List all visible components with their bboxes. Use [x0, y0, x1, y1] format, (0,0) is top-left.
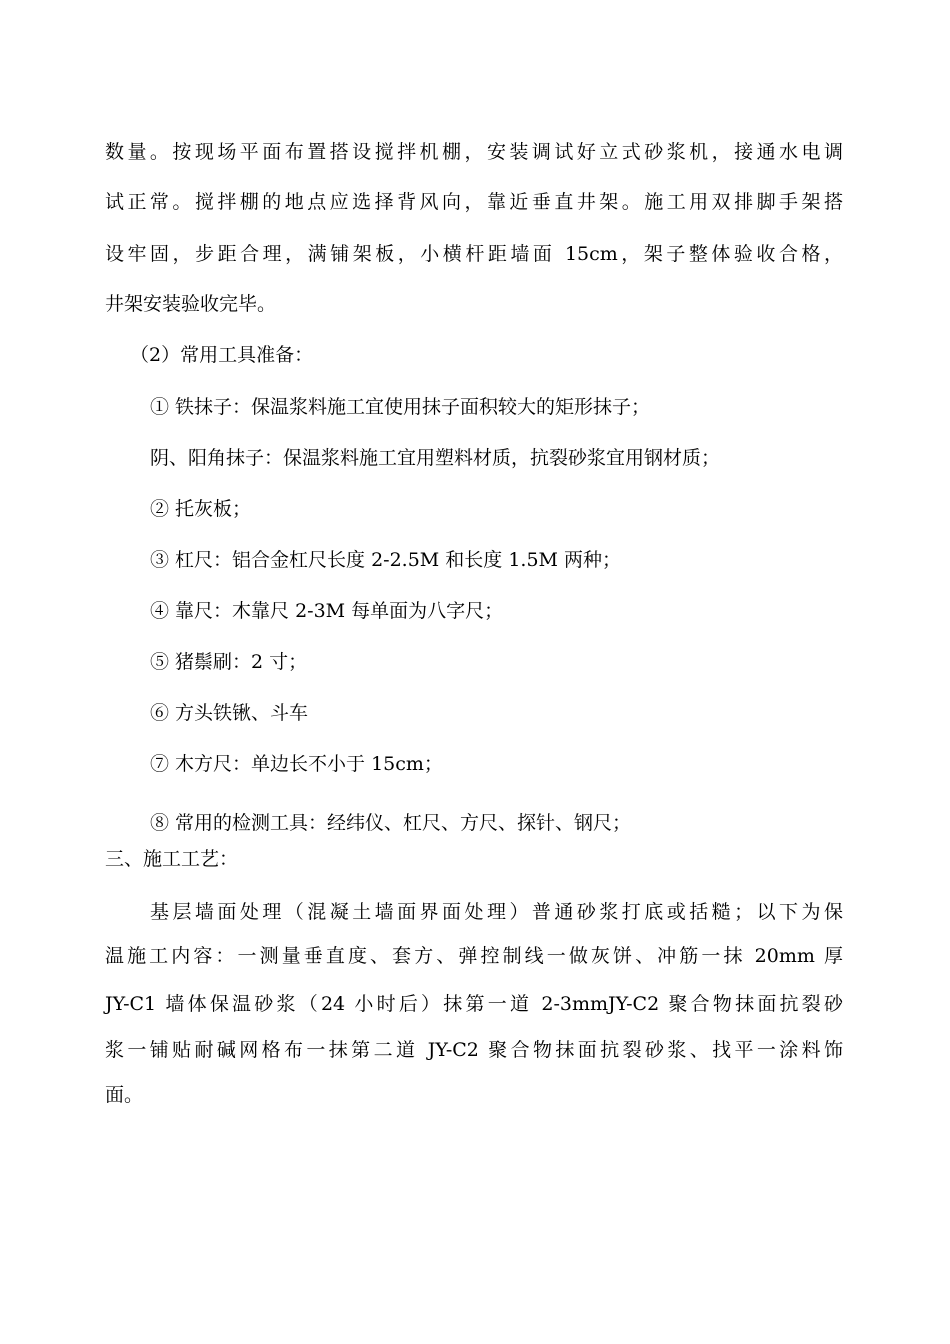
section-heading: 三、施工工艺：: [105, 848, 239, 870]
tool-item: ③ 杠尺：铝合金杠尺长度 2-2.5M 和长度 1.5M 两种；: [150, 549, 622, 571]
tool-item: ⑦ 木方尺：单边长不小于 15cm；: [150, 753, 443, 775]
paragraph-line: 试正常。搅拌棚的地点应选择背风向，靠近垂直井架。施工用双排脚手架搭: [105, 191, 843, 213]
tool-item: ⑥ 方头铁锹、斗车: [150, 702, 309, 724]
tool-item: ⑤ 猪鬃刷：2 寸；: [150, 651, 308, 673]
paragraph-line: 井架安装验收完毕。: [105, 293, 277, 315]
paragraph-line: 面。: [105, 1084, 144, 1106]
paragraph-line: 设牢固，步距合理，满铺架板，小横杆距墙面 15cm，架子整体验收合格，: [105, 243, 843, 265]
tool-item: ④ 靠尺：木靠尺 2-3M 每单面为八字尺；: [150, 600, 504, 622]
tool-item: ① 铁抹子：保温浆料施工宜使用抹子面积较大的矩形抹子；: [150, 396, 651, 418]
tool-item: ② 托灰板；: [150, 498, 252, 520]
paragraph-line: 数量。按现场平面布置搭设搅拌机棚，安装调试好立式砂浆机，接通水电调: [105, 141, 843, 163]
tool-item: ⑧ 常用的检测工具：经纬仪、杠尺、方尺、探针、钢尺；: [150, 812, 632, 834]
paragraph-line: 基层墙面处理（混凝土墙面界面处理）普通砂浆打底或括糙；以下为保: [150, 901, 843, 923]
tools-heading: （2）常用工具准备：: [130, 344, 314, 366]
paragraph-line: 浆一铺贴耐碱网格布一抹第二道 JY-C2 聚合物抹面抗裂砂浆、找平一涂料饰: [105, 1039, 843, 1061]
tool-item: 阴、阳角抹子：保温浆料施工宜用塑料材质，抗裂砂浆宜用钢材质；: [150, 447, 721, 469]
paragraph-line: JY-C1 墙体保温砂浆（24 小时后）抹第一道 2-3mmJY-C2 聚合物抹面抗裂砂: [105, 993, 843, 1015]
paragraph-line: 温施工内容：一测量垂直度、套方、弹控制线一做灰饼、冲筋一抹 20mm 厚: [105, 945, 843, 967]
